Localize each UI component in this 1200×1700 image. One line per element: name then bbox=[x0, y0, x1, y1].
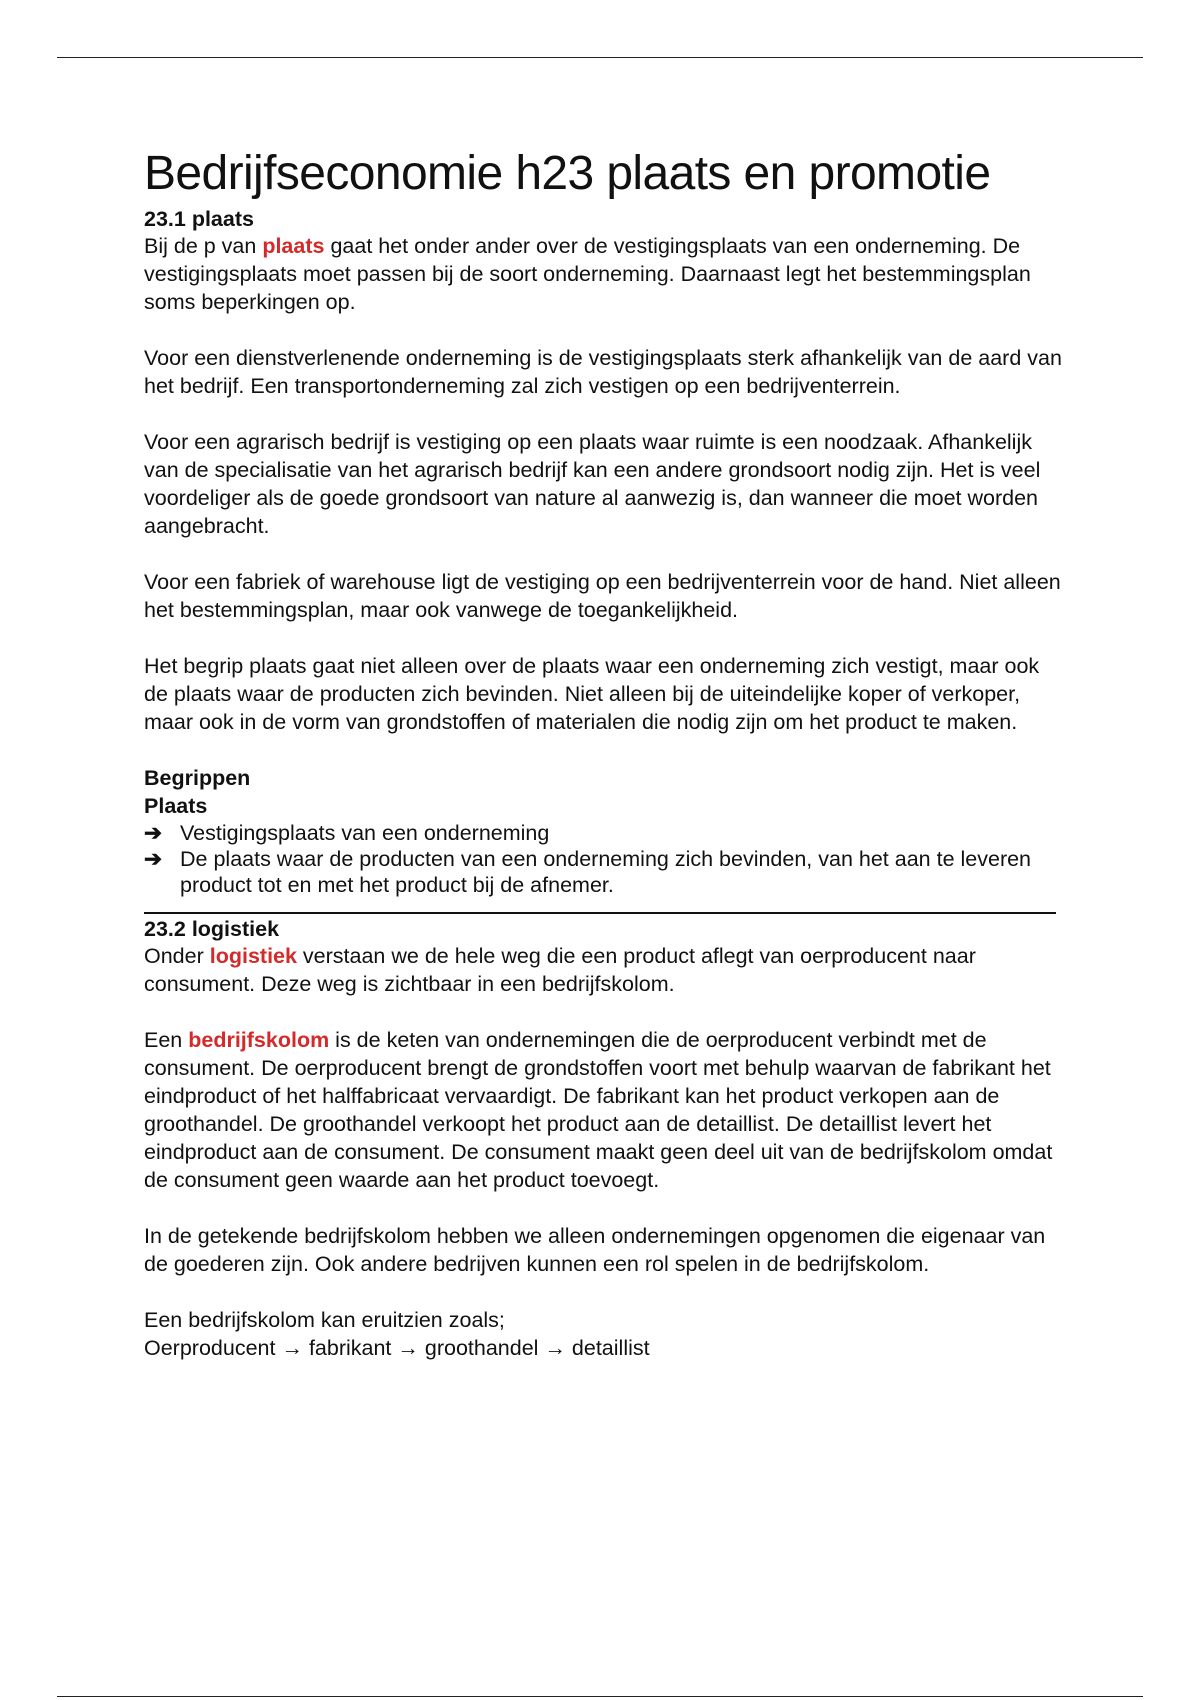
definition-list bbox=[144, 820, 1062, 898]
section-divider bbox=[144, 912, 1056, 914]
begrippen-heading: Begrippen bbox=[144, 766, 251, 790]
arrow-icon: → bbox=[397, 1336, 419, 1360]
term-heading: Plaats bbox=[144, 794, 208, 818]
arrow-icon: → bbox=[544, 1336, 566, 1360]
paragraph: Een bedrijfskolom is de keten van ondernemingen die de oerproducent verbindt met de consument. De oerproducent brengt de grondstoffen voort met behulp waarvan de fabrikant het eindproduct of het halffabricaat vervaardigt. De fabrikant kan het product verkopen aan de groothandel. De groothandel verkoopt het product aan de detaillist. De detaillist levert het eindproduct aan de consument. De consument maakt geen deel uit van de bedrijfskolom omdat de consument geen waarde aan het product toevoegt. bbox=[144, 1028, 1053, 1192]
paragraph: Voor een agrarisch bedrijf is vestiging op een plaats waar ruimte is een noodzaak. Afhankelijk van de specialisatie van het agrarisch bedrijf kan een andere grondsoort nodig zijn. Het is veel voordeliger als de goede grondsoort van nature al aanwezig is, dan wanneer die moet worden aangebracht. bbox=[144, 430, 1041, 538]
page-title: Bedrijfseconomie h23 plaats en promotie bbox=[144, 147, 991, 200]
arrow-icon: ➔ bbox=[144, 821, 163, 845]
list-item: ➔ Vestigingsplaats van een onderneming bbox=[144, 821, 550, 845]
key-term: logistiek bbox=[209, 944, 297, 968]
flow-step: fabrikant bbox=[308, 1336, 392, 1360]
section-heading-logistiek: 23.2 logistiek bbox=[144, 917, 280, 941]
paragraph: Een bedrijfskolom kan eruitzien zoals; bbox=[144, 1308, 505, 1332]
paragraph: Onder logistiek verstaan we de hele weg die een product aflegt van oerproducent naar consument. Deze weg is zichtbaar in een bedrijfskolom. bbox=[144, 944, 976, 996]
footer-rule bbox=[57, 1696, 1143, 1697]
flow-step: detaillist bbox=[571, 1336, 650, 1360]
key-term: plaats bbox=[262, 234, 325, 258]
flow-step: groothandel bbox=[424, 1336, 539, 1360]
flow-step: Oerproducent bbox=[144, 1336, 276, 1360]
paragraph: Voor een fabriek of warehouse ligt de vestiging op een bedrijventerrein voor de hand. Niet alleen het bestemmingsplan, maar ook vanwege de toegankelijkheid. bbox=[144, 570, 1061, 622]
document-page bbox=[144, 142, 1062, 1362]
paragraph: Het begrip plaats gaat niet alleen over de plaats waar een onderneming zich vestigt, maar ook de plaats waar de producten zich bevinden. Niet alleen bij de uiteindelijke koper of verkoper, maar ook in de vorm van grondstoffen of materialen die nodig zijn om het product te maken. bbox=[144, 654, 1040, 734]
paragraph: In de getekende bedrijfskolom hebben we alleen ondernemingen opgenomen die eigenaar van de goederen zijn. Ook andere bedrijven kunnen een rol spelen in de bedrijfskolom. bbox=[144, 1224, 1046, 1276]
section-heading-plaats: 23.1 plaats bbox=[144, 207, 254, 231]
key-term: bedrijfskolom bbox=[188, 1028, 330, 1052]
paragraph: Voor een dienstverlenende onderneming is de vestigingsplaats sterk afhankelijk van de aard van het bedrijf. Een transportonderneming zal zich vestigen op een bedrijventerrein. bbox=[144, 346, 1062, 398]
list-item: ➔ De plaats waar de producten van een onderneming zich bevinden, van het aan te leveren product tot en met het product bij de afnemer. bbox=[144, 847, 1032, 897]
paragraph: Bij de p van plaats gaat het onder ander over de vestigingsplaats van een onderneming. De vestigingsplaats moet passen bij de soort onderneming. Daarnaast legt het bestemmingsplan soms beperkingen op. bbox=[144, 234, 1031, 314]
flow-line bbox=[144, 1334, 1062, 1362]
arrow-icon: → bbox=[281, 1336, 303, 1360]
arrow-icon: ➔ bbox=[144, 847, 163, 871]
header-rule bbox=[57, 57, 1143, 58]
